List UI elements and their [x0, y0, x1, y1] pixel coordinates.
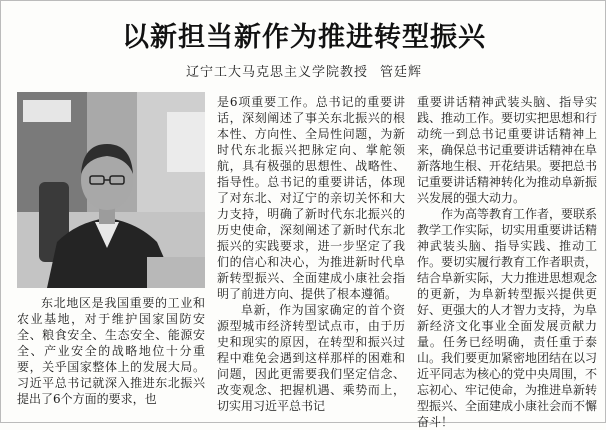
paragraph: 重要讲话精神武装头脑、指导实践、推动工作。要切实把思想和行动统一到总书记重要讲话精神上来，确保总书记重要讲话精神在阜新落地生根、开花结果。要把总书记重要讲话精神转化为推动阜新振兴发展的强大动力。 [417, 95, 598, 205]
paragraph: 是6项重要工作。总书记的重要讲话，深刻阐述了事关东北振兴的根本性、方向性、全局性问题，为新时代东北振兴把脉定向、掌舵领航，具有极强的思想性、战略性、指导性。总书记的重要讲话，体现了对东北、对辽宁的亲切关怀和大力支持，明确了新时代东北振兴的历史使命，深刻阐述了新时代东北振兴的实践要求，进一步坚定了我们的信心和决心，为推进新时代阜新转型振兴、全面建成小康社会指明了前进方向、提供了根本遵循。 [217, 95, 405, 301]
column-2 [217, 94, 405, 414]
column-3 [417, 94, 597, 430]
column-1 [17, 295, 205, 407]
author-photo [17, 92, 205, 288]
byline-affiliation: 辽宁工大马克思主义学院教授 [185, 65, 368, 80]
byline [1, 61, 606, 80]
paragraph: 东北地区是我国重要的工业和农业基地，对于维护国家国防安全、粮食安全、生态安全、能源安全、产业安全的战略地位十分重要，关乎国家整体上的发展大局。习近平总书记就深入推进东北振兴提出了6个方面的要求，也 [17, 296, 205, 406]
author-photo-image [17, 92, 205, 288]
headline: 以新担当新作为推进转型振兴 [122, 22, 486, 53]
paragraph: 阜新，作为国家确定的首个资源型城市经济转型试点市，由于历史和现实的原因，在转型和振兴过程中难免会遇到这样那样的困难和问题，因此更需要我们坚定信念、改变观念、把握机遇、乘势而上，切实用习近平总书记 [217, 303, 405, 413]
paragraph: 作为高等教育工作者，要联系教学工作实际，切实用重要讲话精神武装头脑、指导实践、推动工作。要切实履行教育工作者职责，结合阜新实际，大力推进思想观念的更新，为阜新转型振兴提供更好、更强大的人才智力支持，为阜新经济文化事业全面发展贡献力量。任务已经明确，责任重于泰山。我们要更加紧密地团结在以习近平同志为核心的党中央周围，不忘初心、牢记使命，为推进阜新转型振兴、全面建成小康社会而不懈奋斗！ [417, 207, 598, 429]
byline-author: 管廷辉 [380, 65, 423, 80]
